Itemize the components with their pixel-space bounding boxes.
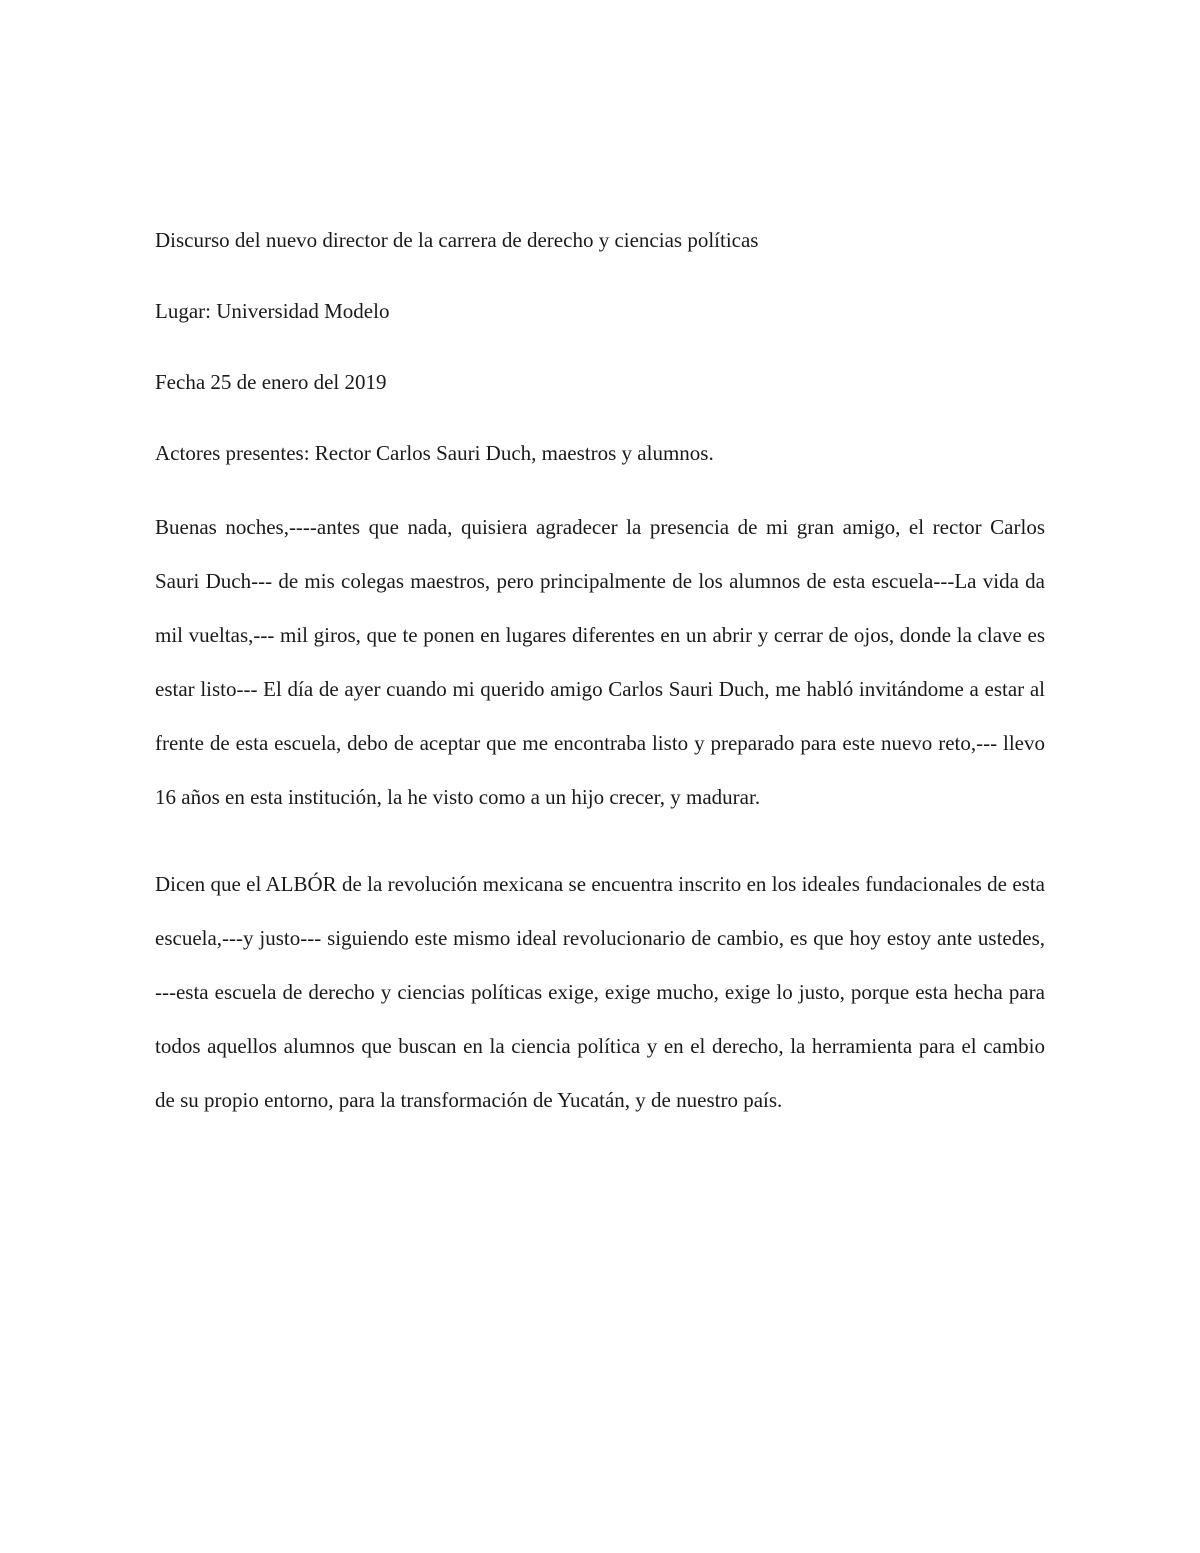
place-line: Lugar: Universidad Modelo — [155, 299, 390, 323]
document-body — [155, 225, 1045, 1160]
speech-paragraph-2: Dicen que el ALBÓR de la revolución mexicana se encuentra inscrito en los ideales fundacionales de esta escuela,---y justo--- siguiendo este mismo ideal revolucionario de cambio, es que hoy estoy ante ustedes, ---esta escuela de derecho y ciencias políticas exige, exige mucho, exige lo justo, porque esta hecha para todos aquellos alumnos que buscan en la ciencia política y en el derecho, la herramienta para el cambio de su propio entorno, para la transformación de Yucatán, y de nuestro país. — [155, 872, 1045, 1112]
date-line: Fecha 25 de enero del 2019 — [155, 370, 387, 394]
document-title: Discurso del nuevo director de la carrera de derecho y ciencias políticas — [155, 228, 759, 252]
speech-paragraph-1: Buenas noches,----antes que nada, quisiera agradecer la presencia de mi gran amigo, el rector Carlos Sauri Duch--- de mis colegas maestros, pero principalmente de los alumnos de esta escuela---La vida da mil vueltas,--- mil giros, que te ponen en lugares diferentes en un abrir y cerrar de ojos, donde la clave es estar listo--- El día de ayer cuando mi querido amigo Carlos Sauri Duch, me habló invitándome a estar al frente de esta escuela, debo de aceptar que me encontraba listo y preparado para este nuevo reto,--- llevo 16 años en esta institución, la he visto como a un hijo crecer, y madurar. — [155, 515, 1045, 809]
attendees-line: Actores presentes: Rector Carlos Sauri Duch, maestros y alumnos. — [155, 441, 714, 465]
